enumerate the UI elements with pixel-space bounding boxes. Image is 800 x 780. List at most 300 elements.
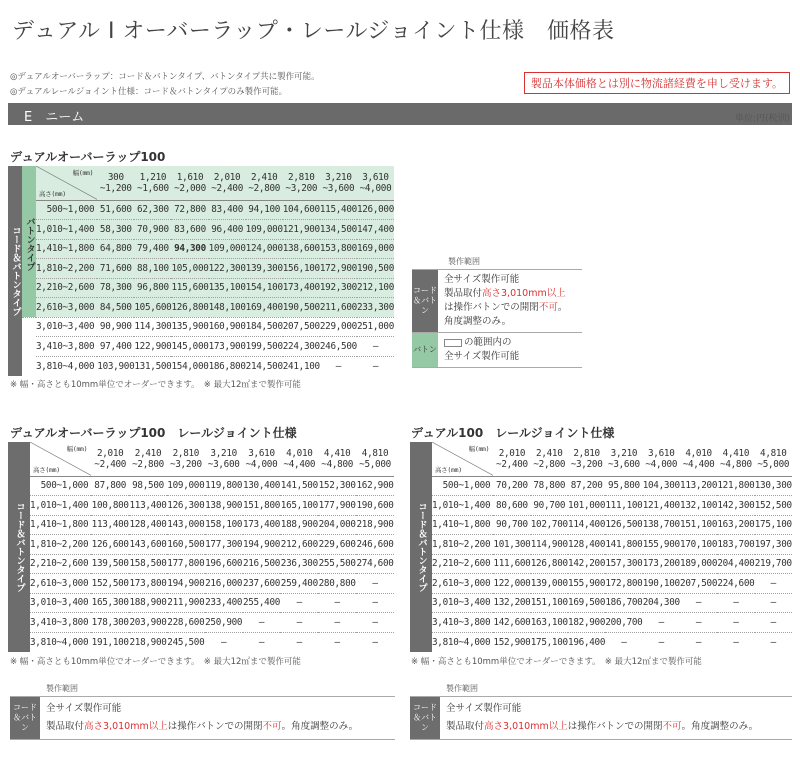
price-cell: 204,000 — [318, 515, 356, 535]
row-spacer — [22, 317, 36, 376]
height-range: 3,410~3,800 — [30, 613, 91, 633]
price-cell: 104,300 — [643, 476, 680, 496]
width-to: ~4,800 — [720, 458, 752, 470]
price-cell: 113,400 — [91, 515, 129, 535]
price-cell: 143,000 — [167, 515, 205, 535]
legend3-red1: 高さ3,010mm以上 — [484, 721, 568, 732]
price-cell: 162,900 — [356, 476, 394, 496]
width-header — [97, 166, 134, 200]
width-from: 2,410 — [134, 447, 162, 459]
width-header — [320, 166, 357, 200]
price-cell: 169,400 — [246, 298, 283, 318]
cord-baton-vlabel: コード＆バトンタイプ — [8, 166, 22, 376]
table-row — [410, 515, 792, 535]
section-band — [8, 103, 792, 125]
price-cell: – — [320, 356, 357, 376]
table-row — [8, 496, 394, 516]
price-cell: 138,900 — [205, 496, 243, 516]
price-cell: 109,000 — [246, 220, 283, 240]
legend1-line3: 角度調整のみ。 — [444, 316, 512, 327]
price-cell: 83,400 — [209, 200, 246, 220]
price-cell: 113,400 — [129, 496, 167, 516]
price-cell: 152,300 — [318, 476, 356, 496]
price-cell: 64,800 — [97, 239, 134, 259]
price-cell: 105,600 — [134, 298, 171, 318]
legend3-red2: 不可 — [662, 721, 682, 732]
width-from: 4,010 — [685, 447, 712, 459]
table-row — [8, 298, 394, 318]
legend3 — [410, 683, 792, 740]
height-range: 3,810~4,000 — [30, 632, 91, 652]
legend1-baton-label: バトン — [412, 333, 438, 367]
legend2-cord-label: コード＆バトン — [10, 697, 40, 739]
width-header — [167, 442, 205, 476]
width-to: ~4,400 — [682, 458, 715, 470]
width-to: ~2,400 — [211, 182, 243, 194]
price-cell: 135,900 — [171, 317, 208, 337]
cord-baton-vlabel: コード＆バトンタイプ — [410, 442, 432, 652]
legend2-all-sizes: 全サイズ製作可能 — [46, 703, 122, 714]
price-cell: 207,500 — [680, 574, 717, 594]
price-cell: 51,600 — [97, 200, 134, 220]
table1-footnote: ※ 幅・高さとも10mm単位でオーダーできます。 ※ 最大12㎡まで製作可能 — [10, 380, 301, 390]
price-cell: 115,600 — [171, 278, 208, 298]
table-row — [8, 593, 394, 613]
price-cell: 229,600 — [318, 535, 356, 555]
height-label: 高さ(mm) — [435, 465, 462, 474]
price-cell: 128,400 — [129, 515, 167, 535]
price-cell: 189,000 — [680, 554, 717, 574]
price-cell: 134,500 — [320, 220, 357, 240]
table-row — [410, 554, 792, 574]
legend3-all-sizes: 全サイズ製作可能 — [446, 703, 522, 714]
table-row — [410, 476, 792, 496]
width-from: 3,210 — [610, 447, 638, 459]
width-header — [243, 442, 281, 476]
price-cell: 233,400 — [205, 593, 243, 613]
price-cell: 219,700 — [755, 554, 792, 574]
table-row — [410, 593, 792, 613]
price-cell: 224,300 — [283, 337, 320, 357]
width-to: ~1,600 — [137, 182, 169, 194]
price-cell: 199,500 — [246, 337, 283, 357]
legend1-baton-text2: 全サイズ製作可能 — [444, 351, 520, 362]
width-from: 3,210 — [210, 447, 237, 459]
price-cell: 165,100 — [280, 496, 318, 516]
width-to: ~3,200 — [169, 458, 202, 470]
width-header — [318, 442, 356, 476]
price-cell: 147,400 — [357, 220, 394, 240]
width-to: ~5,000 — [359, 458, 391, 470]
price-cell: – — [755, 632, 792, 652]
legend1-baton-text1: の範囲内の — [464, 337, 512, 348]
width-from: 4,810 — [760, 447, 787, 459]
price-cell: 126,300 — [167, 496, 205, 516]
price-cell: 152,900 — [493, 632, 530, 652]
green-swatch — [444, 339, 462, 347]
legend3-text — [440, 697, 764, 739]
width-from: 2,810 — [573, 447, 600, 459]
table-row — [8, 200, 394, 220]
price-cell: 128,400 — [568, 535, 605, 555]
price-cell: 101,000 — [568, 496, 605, 516]
price-cell: 111,100 — [605, 496, 642, 516]
price-cell: 191,100 — [91, 632, 129, 652]
table-row — [8, 515, 394, 535]
price-cell: 259,400 — [280, 574, 318, 594]
width-from: 3,210 — [325, 171, 352, 183]
price-cell: 173,200 — [643, 554, 680, 574]
price-cell: 274,600 — [356, 554, 394, 574]
price-cell: 229,000 — [320, 317, 357, 337]
shipping-notice: 製品本体価格とは別に物流諸経費を申し受けます。 — [524, 72, 790, 94]
height-range: 3,810~4,000 — [432, 632, 493, 652]
table-row — [410, 632, 792, 652]
price-cell: 80,600 — [493, 496, 530, 516]
price-cell: 186,700 — [605, 593, 642, 613]
price-cell: 177,900 — [318, 496, 356, 516]
table2 — [8, 442, 394, 652]
width-from: 2,010 — [498, 447, 526, 459]
width-to: ~4,400 — [283, 458, 316, 470]
price-cell: – — [680, 593, 717, 613]
price-cell: 79,400 — [134, 239, 171, 259]
price-cell: 148,100 — [209, 298, 246, 318]
price-cell: 130,400 — [243, 476, 281, 496]
price-cell: 141,800 — [605, 535, 642, 555]
price-cell: 101,300 — [493, 535, 530, 555]
price-cell: 95,800 — [605, 476, 642, 496]
price-cell: 96,800 — [134, 278, 171, 298]
price-cell: 194,900 — [243, 535, 281, 555]
price-cell: 141,500 — [280, 476, 318, 496]
legend1-line1: 製品取付 — [444, 288, 483, 299]
price-cell: 255,500 — [318, 554, 356, 574]
price-cell: – — [717, 613, 754, 633]
width-header — [755, 442, 792, 476]
price-cell: 90,700 — [531, 496, 568, 516]
price-cell: 126,800 — [171, 298, 208, 318]
width-header — [605, 442, 642, 476]
price-cell: 251,000 — [357, 317, 394, 337]
price-cell: 142,300 — [717, 496, 754, 516]
price-cell: 114,300 — [134, 317, 171, 337]
table1-title: デュアルオーバーラップ100 — [10, 150, 166, 164]
price-cell: 280,800 — [318, 574, 356, 594]
price-cell: 121,900 — [283, 220, 320, 240]
legend3-line: 製品取付 — [446, 721, 485, 732]
price-cell: 62,300 — [134, 200, 171, 220]
price-cell: – — [643, 613, 680, 633]
legend2-mid: は操作バトンでの開閉 — [167, 721, 263, 732]
width-to: ~3,600 — [608, 458, 640, 470]
legend2-line: 製品取付 — [46, 721, 85, 732]
height-range: 1,010~1,400 — [36, 220, 97, 240]
price-cell: 211,600 — [320, 298, 357, 318]
price-cell: 154,100 — [246, 278, 283, 298]
table-row — [8, 554, 394, 574]
price-cell: 71,600 — [97, 259, 134, 279]
table-row — [8, 317, 394, 337]
width-from: 1,210 — [139, 171, 167, 183]
legend3-title: 製作範囲 — [446, 684, 478, 693]
price-cell: 94,100 — [246, 200, 283, 220]
legend1-red1: 高さ3,010mm以上 — [482, 288, 566, 299]
width-header — [643, 442, 680, 476]
height-range: 2,610~3,000 — [36, 298, 97, 318]
price-cell: 97,400 — [97, 337, 134, 357]
price-cell: 212,600 — [280, 535, 318, 555]
price-cell: 126,600 — [91, 535, 129, 555]
price-cell: 255,400 — [243, 593, 281, 613]
price-cell: 175,100 — [531, 632, 568, 652]
price-cell: – — [357, 356, 394, 376]
width-from: 4,810 — [361, 447, 389, 459]
header-row — [8, 166, 394, 200]
price-cell: 173,400 — [243, 515, 281, 535]
price-cell: 132,200 — [493, 593, 530, 613]
width-from: 1,610 — [176, 171, 204, 183]
price-cell: 188,900 — [129, 593, 167, 613]
price-cell: 214,500 — [246, 356, 283, 376]
price-cell: 241,100 — [283, 356, 320, 376]
table-row — [8, 337, 394, 357]
width-to: ~2,800 — [248, 182, 281, 194]
height-label: 高さ(mm) — [33, 465, 60, 474]
price-cell: 113,200 — [680, 476, 717, 496]
price-cell: 121,800 — [717, 476, 754, 496]
height-range: 1,410~1,800 — [36, 239, 97, 259]
table-row — [410, 574, 792, 594]
price-cell: 155,900 — [568, 574, 605, 594]
price-cell: 98,500 — [129, 476, 167, 496]
price-cell: 177,300 — [205, 535, 243, 555]
price-cell: 250,900 — [205, 613, 243, 633]
width-to: ~3,200 — [285, 182, 318, 194]
price-cell: 175,100 — [755, 515, 792, 535]
price-cell: – — [357, 337, 394, 357]
width-label: 幅(mm) — [66, 445, 88, 453]
price-cell: – — [280, 613, 318, 633]
price-cell: – — [356, 593, 394, 613]
width-header — [357, 166, 394, 200]
price-cell: 70,900 — [134, 220, 171, 240]
price-cell: 246,600 — [356, 535, 394, 555]
price-cell: 204,400 — [717, 554, 754, 574]
height-range: 3,810~4,000 — [36, 356, 97, 376]
table-row — [8, 239, 394, 259]
legend1-line2: は操作バトンでの開閉 — [444, 302, 539, 313]
width-from: 2,410 — [250, 171, 278, 183]
table-row — [8, 278, 394, 298]
price-cell: 151,100 — [680, 515, 717, 535]
page-title: デュアル Ⅰ オーバーラップ・レールジョイント仕様 価格表 — [12, 19, 615, 44]
price-cell: 216,500 — [243, 554, 281, 574]
price-cell: – — [643, 632, 680, 652]
price-cell: 173,800 — [129, 574, 167, 594]
price-cell: 172,900 — [320, 259, 357, 279]
price-cell: 142,200 — [568, 554, 605, 574]
price-cell: 152,500 — [91, 574, 129, 594]
price-cell: – — [356, 574, 394, 594]
baton-vlabel: バトンタイプ — [22, 166, 36, 317]
price-cell: 122,000 — [493, 574, 530, 594]
price-cell: 139,500 — [91, 554, 129, 574]
height-range: 1,410~1,800 — [30, 515, 91, 535]
width-to: ~4,000 — [645, 458, 678, 470]
price-cell: 196,600 — [205, 554, 243, 574]
table-row — [410, 613, 792, 633]
price-cell: 132,100 — [680, 496, 717, 516]
height-range: 3,410~3,800 — [432, 613, 493, 633]
width-from: 2,010 — [96, 447, 124, 459]
price-cell: 182,900 — [568, 613, 605, 633]
width-header — [717, 442, 754, 476]
price-cell: – — [680, 632, 717, 652]
price-cell: 94,300 — [171, 239, 208, 259]
width-from: 3,610 — [648, 447, 675, 459]
price-cell: 194,900 — [167, 574, 205, 594]
table-row — [8, 535, 394, 555]
legend1-cord-label: コード＆バトン — [412, 270, 438, 332]
width-from: 4,010 — [286, 447, 313, 459]
width-from: 3,610 — [362, 171, 389, 183]
width-header — [680, 442, 717, 476]
price-cell: 155,900 — [643, 535, 680, 555]
price-cell: 122,300 — [209, 259, 246, 279]
price-cell: 58,300 — [97, 220, 134, 240]
width-to: ~2,000 — [174, 182, 206, 194]
legend1-red2: 不可 — [538, 302, 558, 313]
price-cell: 216,000 — [205, 574, 243, 594]
legend3-end: 。角度調整のみ。 — [681, 721, 759, 732]
price-cell: 78,800 — [531, 476, 568, 496]
price-cell: 84,500 — [97, 298, 134, 318]
price-cell: 114,400 — [568, 515, 605, 535]
price-cell: 157,300 — [605, 554, 642, 574]
price-cell: 153,800 — [320, 239, 357, 259]
price-cell: 204,300 — [643, 593, 680, 613]
table-row — [8, 632, 394, 652]
price-cell: 169,000 — [357, 239, 394, 259]
table2-footnote: ※ 幅・高さとも10mm単位でオーダーできます。 ※ 最大12㎡まで製作可能 — [10, 657, 301, 667]
height-range: 3,410~3,800 — [36, 337, 97, 357]
price-cell: – — [717, 593, 754, 613]
table3-title: デュアル100 レールジョイント仕様 — [411, 426, 615, 440]
price-cell: 139,300 — [246, 259, 283, 279]
price-cell: – — [717, 632, 754, 652]
height-range: 1,810~2,200 — [36, 259, 97, 279]
price-cell: 142,600 — [493, 613, 530, 633]
height-range: 500~1,000 — [432, 476, 493, 496]
width-to: ~5,000 — [757, 458, 790, 470]
price-cell: 228,600 — [167, 613, 205, 633]
table-row — [8, 220, 394, 240]
price-cell: 203,900 — [129, 613, 167, 633]
price-cell: 190,100 — [643, 574, 680, 594]
price-cell: 70,200 — [493, 476, 530, 496]
price-cell: 158,500 — [129, 554, 167, 574]
price-cell: 158,100 — [205, 515, 243, 535]
price-cell: 170,100 — [680, 535, 717, 555]
price-cell: 173,900 — [209, 337, 246, 357]
price-cell: 96,400 — [209, 220, 246, 240]
table-row — [410, 535, 792, 555]
price-cell: 126,000 — [357, 200, 394, 220]
price-cell: 169,500 — [568, 593, 605, 613]
price-cell: 178,300 — [91, 613, 129, 633]
height-label: 高さ(mm) — [39, 189, 66, 198]
legend1-all-sizes: 全サイズ製作可能 — [444, 274, 520, 285]
height-range: 2,210~2,600 — [432, 554, 493, 574]
width-from: 2,810 — [172, 447, 200, 459]
price-cell: 160,500 — [167, 535, 205, 555]
price-cell: – — [356, 613, 394, 633]
width-header — [283, 166, 320, 200]
price-cell: – — [243, 613, 281, 633]
price-cell: 151,800 — [243, 496, 281, 516]
height-range: 2,610~3,000 — [432, 574, 493, 594]
price-cell: 160,900 — [209, 317, 246, 337]
width-header — [205, 442, 243, 476]
price-cell: 102,700 — [531, 515, 568, 535]
table-row — [8, 476, 394, 496]
height-range: 1,810~2,200 — [30, 535, 91, 555]
price-cell: 218,900 — [356, 515, 394, 535]
height-range: 500~1,000 — [36, 200, 97, 220]
width-header — [129, 442, 167, 476]
price-cell: 109,000 — [209, 239, 246, 259]
price-cell: 151,100 — [531, 593, 568, 613]
width-from: 2,010 — [213, 171, 241, 183]
price-cell: 163,200 — [717, 515, 754, 535]
price-cell: – — [356, 632, 394, 652]
price-cell: 114,900 — [531, 535, 568, 555]
width-to: ~4,800 — [321, 458, 354, 470]
width-from: 2,410 — [536, 447, 563, 459]
price-cell: 245,500 — [167, 632, 205, 652]
price-cell: 100,800 — [91, 496, 129, 516]
price-cell: – — [280, 593, 318, 613]
price-cell: 87,800 — [91, 476, 129, 496]
price-cell: 135,100 — [209, 278, 246, 298]
price-cell: 154,000 — [171, 356, 208, 376]
price-cell: 173,400 — [283, 278, 320, 298]
price-cell: 105,000 — [171, 259, 208, 279]
width-to: ~2,400 — [94, 458, 127, 470]
width-from: 4,410 — [323, 447, 351, 459]
price-cell: 130,300 — [755, 476, 792, 496]
corner-cell — [30, 442, 91, 476]
height-range: 2,210~2,600 — [36, 278, 97, 298]
unit-label: 単位:円(税別) — [734, 114, 790, 124]
price-cell: 103,900 — [97, 356, 134, 376]
table-row — [8, 356, 394, 376]
corner-cell — [36, 166, 97, 200]
price-cell: 126,800 — [531, 554, 568, 574]
price-cell: 122,900 — [134, 337, 171, 357]
legend2-end: 。角度調整のみ。 — [281, 721, 359, 732]
width-to: ~3,600 — [207, 458, 240, 470]
legend3-cord-label: コード＆バトン — [410, 697, 440, 739]
price-cell: 197,300 — [755, 535, 792, 555]
height-range: 1,810~2,200 — [432, 535, 493, 555]
price-cell: 183,700 — [717, 535, 754, 555]
table-row — [8, 259, 394, 279]
note-railjoint: ◎デュアルレールジョイント仕様：コード＆バトンタイプのみ製作可能。 — [10, 87, 288, 97]
width-header — [493, 442, 530, 476]
legend1-baton-text — [438, 333, 525, 367]
